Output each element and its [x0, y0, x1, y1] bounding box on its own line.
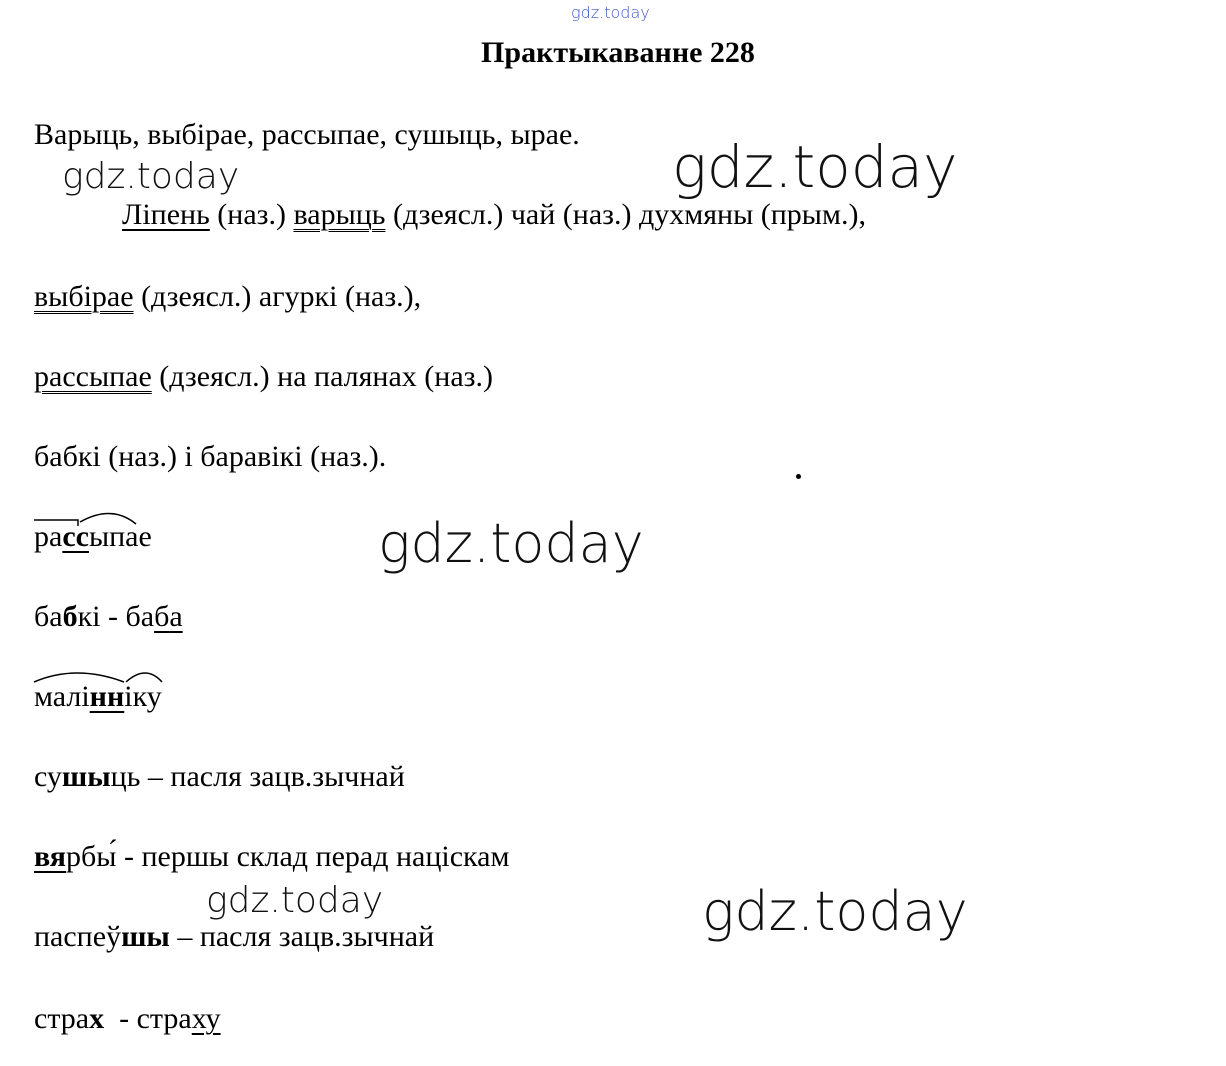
- watermark: gdz.today: [702, 880, 968, 943]
- analysis-row-3: [34, 680, 162, 714]
- sentence-text: (дзеясл.) чай (наз.) духмяны (прым.),: [385, 198, 866, 231]
- word-part: ць – пасля зацв.зычнай: [110, 760, 405, 793]
- word-part: а: [169, 600, 183, 633]
- sentence-line-3: [34, 360, 493, 394]
- analysis-row-4: [34, 760, 405, 794]
- word-part: су: [34, 760, 62, 793]
- analysis-row-5: [34, 840, 509, 874]
- subject-word: Ліпень: [122, 198, 210, 231]
- watermark: gdz.today: [206, 880, 384, 921]
- orthogram: вя: [34, 840, 67, 873]
- predicate-word: рассыпае: [34, 360, 152, 393]
- word-part: б: [154, 600, 170, 633]
- analysis-row-1: [34, 520, 152, 554]
- predicate-word: варыць: [293, 198, 386, 231]
- analysis-row-6: [34, 920, 434, 954]
- sentence-text: (дзеясл.) на палянах (наз.): [151, 360, 494, 393]
- word-part: ба: [34, 600, 63, 633]
- predicate-word: выбірае: [34, 280, 134, 313]
- watermark: gdz.today: [62, 156, 240, 197]
- analysis-row-2: [34, 600, 183, 634]
- word-part: ра: [34, 520, 63, 553]
- dot-mark: [796, 474, 801, 479]
- orthogram: сс: [62, 520, 89, 553]
- watermark: gdz.today: [378, 512, 644, 575]
- watermark: gdz.today: [672, 133, 958, 201]
- orthogram: б: [62, 600, 78, 633]
- watermark-top: gdz.today: [571, 3, 650, 22]
- word-part: кі - ба: [77, 600, 155, 633]
- word-part: бы́ - першы склад перад націскам: [81, 840, 510, 873]
- word-part: ыпае: [88, 520, 152, 553]
- word-part: ху: [191, 1002, 221, 1035]
- sentence-text: (дзеясл.) агуркі (наз.),: [133, 280, 422, 313]
- sentence-line-1: [122, 198, 866, 232]
- word-part: паспеў: [34, 920, 122, 953]
- analysis-row-7: [34, 1002, 221, 1036]
- page-title: Практыкаванне 228: [481, 36, 755, 69]
- sentence-line-2: [34, 280, 421, 314]
- word-part: малі: [34, 680, 90, 713]
- orthogram: шы: [61, 760, 111, 793]
- intro-text: Варыць, выбірае, рассыпае, сушыць, ырае.: [34, 118, 580, 151]
- word-part: стра: [34, 1002, 90, 1035]
- word-part: - стра: [104, 1002, 192, 1035]
- word-part: р: [66, 840, 82, 873]
- orthogram: х: [89, 1002, 105, 1035]
- orthogram: нн: [89, 680, 125, 713]
- sentence-line-4: бабкі (наз.) і баравікі (наз.).: [34, 440, 387, 473]
- word-part: – пасля зацв.зычнай: [169, 920, 435, 953]
- word-part: іку: [124, 680, 162, 713]
- sentence-text: (наз.): [209, 198, 294, 231]
- orthogram: шы: [121, 920, 170, 953]
